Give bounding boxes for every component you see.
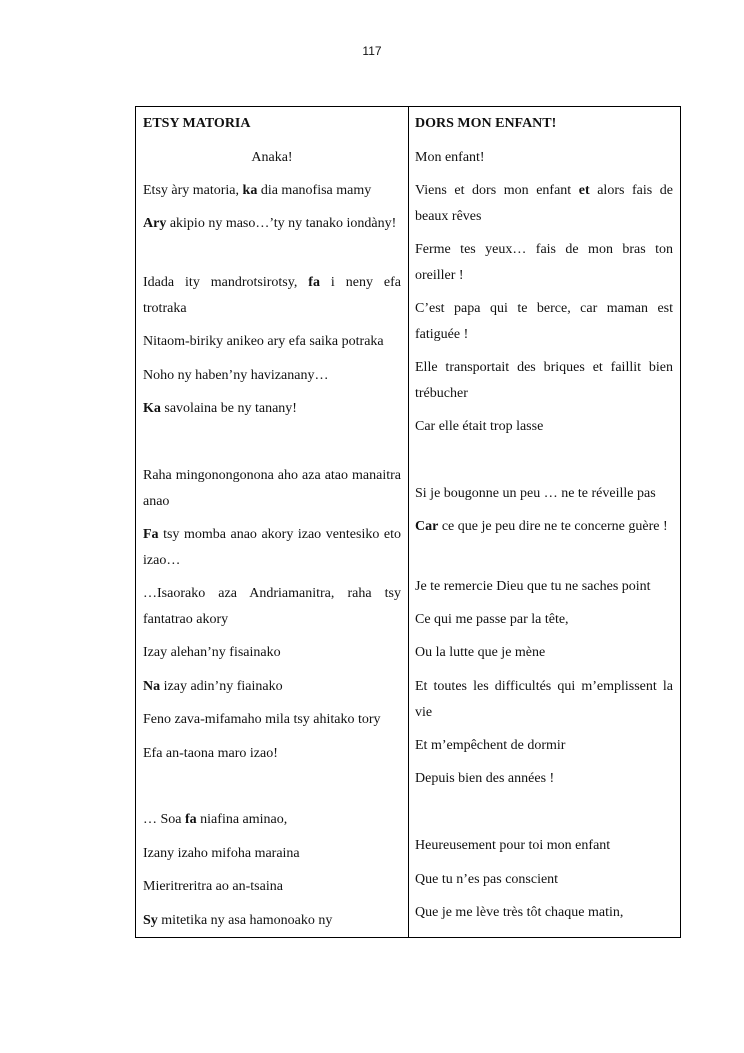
poem-line: Nitaom-biriky anikeo ary efa saika potraka [143, 334, 384, 349]
poem-line: Na izay adin’ny fiainako [143, 679, 283, 694]
poem-line: Fa tsy momba anao akory izao ventesiko eto izao… [143, 527, 401, 568]
poem-line: Si je bougonne un peu … ne te réveille pas [415, 486, 656, 501]
poem-line: C’est papa qui te berce, car maman est fatiguée ! [415, 301, 673, 342]
poem-line: Car ce que je peu dire ne te concerne guère ! [415, 519, 668, 534]
page-number: 117 [362, 44, 382, 58]
poem-line: Car elle était trop lasse [415, 419, 544, 434]
left-title: ETSY MATORIA [143, 116, 251, 131]
poem-line: Raha mingonongonona aho aza atao manaitra anao [143, 468, 401, 509]
french-column [415, 107, 673, 937]
poem-line: …Isaorako aza Andriamanitra, raha tsy fantatrao akory [143, 586, 401, 627]
poem-line: Mon enfant! [415, 150, 485, 165]
malagasy-column [143, 107, 401, 937]
poem-line: Elle transportait des briques et faillit bien trébucher [415, 360, 673, 401]
poem-line: Anaka! [251, 150, 293, 165]
poem-line: Sy mitetika ny asa hamonoako ny [143, 913, 333, 928]
poem-line: Je te remercie Dieu que tu ne saches point [415, 579, 651, 594]
poem-line: Que je me lève très tôt chaque matin, [415, 905, 624, 920]
poem-line: Ka savolaina be ny tanany! [143, 401, 297, 416]
poem-line: Que tu n’es pas conscient [415, 872, 559, 887]
poem-line: Efa an-taona maro izao! [143, 746, 278, 761]
right-title: DORS MON ENFANT! [415, 116, 557, 131]
poem-line: Ce qui me passe par la tête, [415, 612, 569, 627]
poem-line: Ary akipio ny maso…’ty ny tanako iondàny! [143, 216, 397, 231]
poem-line: Heureusement pour toi mon enfant [415, 838, 611, 853]
poem-line: Ferme tes yeux… fais de mon bras ton oreiller ! [415, 242, 673, 283]
poem-line: Etsy àry matoria, ka dia manofisa mamy [143, 183, 372, 198]
poem-line: Et m’empêchent de dormir [415, 738, 566, 753]
poem-line: Depuis bien des années ! [415, 771, 555, 786]
poem-line: … Soa fa niafina aminao, [143, 812, 288, 827]
poem-line: Ou la lutte que je mène [415, 645, 546, 660]
poem-table [135, 106, 681, 938]
poem-line: Et toutes les difficultés qui m’emplissent la vie [415, 679, 673, 720]
poem-line: Noho ny haben’ny havizanany… [143, 368, 329, 383]
poem-line: Feno zava-mifamaho mila tsy ahitako tory [143, 712, 381, 727]
poem-line: Idada ity mandrotsirotsy, fa i neny efa trotraka [143, 275, 401, 316]
poem-line: Mieritreritra ao an-tsaina [143, 879, 283, 894]
poem-line: Izay alehan’ny fisainako [143, 645, 281, 660]
poem-line: Viens et dors mon enfant et alors fais de beaux rêves [415, 183, 673, 224]
column-divider [408, 107, 409, 937]
poem-line: Izany izaho mifoha maraina [143, 846, 300, 861]
